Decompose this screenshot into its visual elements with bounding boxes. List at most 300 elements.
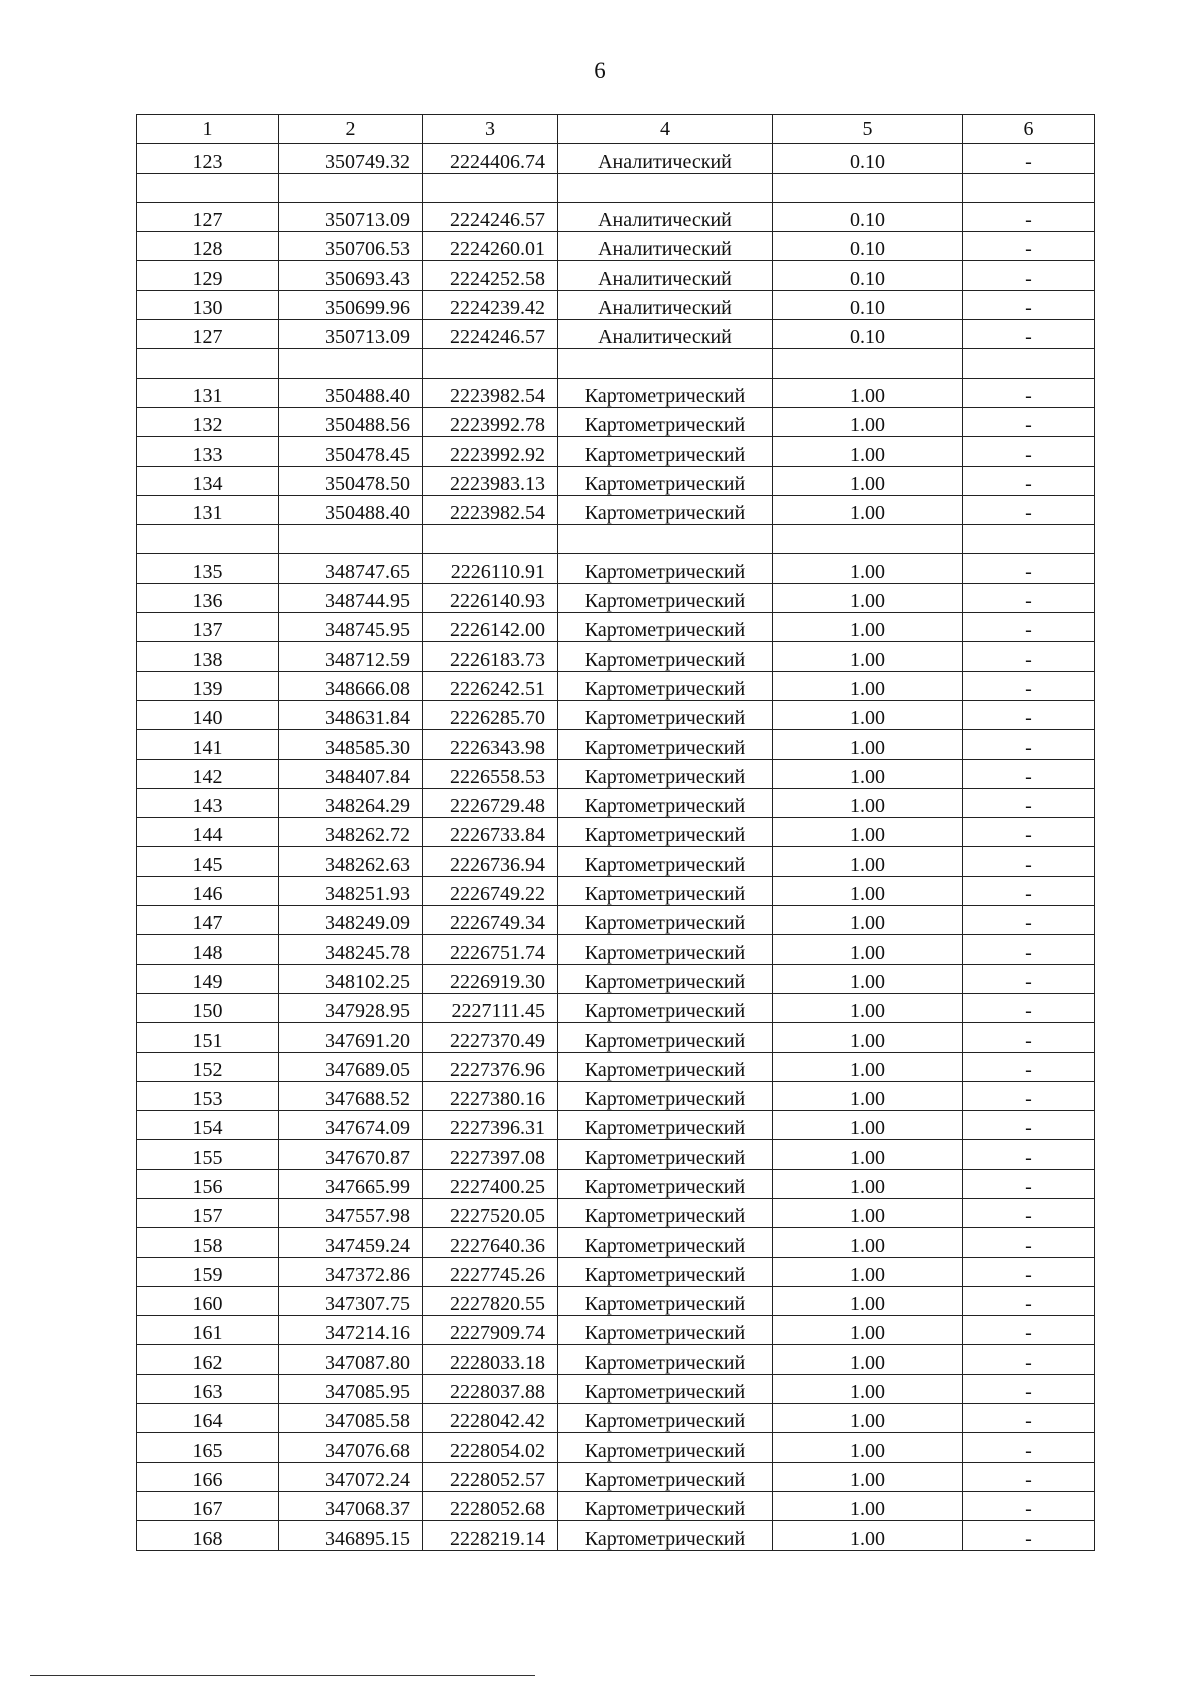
note-cell: -: [963, 1228, 1095, 1257]
x-coordinate-cell: 347557.98: [279, 1198, 423, 1227]
note-cell: -: [963, 642, 1095, 671]
accuracy-cell: 1.00: [773, 730, 963, 759]
point-number-cell: 147: [137, 906, 279, 935]
y-coordinate-cell: 2223983.13: [423, 466, 558, 495]
method-cell: Картометрический: [558, 1169, 773, 1198]
point-number-cell: 146: [137, 876, 279, 905]
x-coordinate-cell: 348249.09: [279, 906, 423, 935]
method-cell: Картометрический: [558, 1257, 773, 1286]
point-number-cell: 164: [137, 1404, 279, 1433]
note-cell: -: [963, 1052, 1095, 1081]
x-coordinate-cell: 347691.20: [279, 1023, 423, 1052]
method-cell: [558, 173, 773, 202]
x-coordinate-cell: 347307.75: [279, 1286, 423, 1315]
x-coordinate-cell: 350488.40: [279, 378, 423, 407]
y-coordinate-cell: 2227380.16: [423, 1081, 558, 1110]
table-header-row: [137, 115, 1095, 144]
note-cell: -: [963, 144, 1095, 173]
table-row: [137, 759, 1095, 788]
x-coordinate-cell: 348631.84: [279, 700, 423, 729]
method-cell: Картометрический: [558, 642, 773, 671]
y-coordinate-cell: 2226183.73: [423, 642, 558, 671]
column-header: 5: [773, 115, 963, 144]
y-coordinate-cell: 2226285.70: [423, 700, 558, 729]
method-cell: Картометрический: [558, 378, 773, 407]
point-number-cell: 151: [137, 1023, 279, 1052]
accuracy-cell: 1.00: [773, 847, 963, 876]
x-coordinate-cell: 350749.32: [279, 144, 423, 173]
x-coordinate-cell: 350488.40: [279, 495, 423, 524]
method-cell: Картометрический: [558, 1286, 773, 1315]
point-number-cell: 123: [137, 144, 279, 173]
x-coordinate-cell: 347459.24: [279, 1228, 423, 1257]
accuracy-cell: 1.00: [773, 1491, 963, 1520]
table-row: [137, 261, 1095, 290]
method-cell: Картометрический: [558, 1521, 773, 1550]
x-coordinate-cell: 350706.53: [279, 232, 423, 261]
table-row: [137, 818, 1095, 847]
point-number-cell: 160: [137, 1286, 279, 1315]
table-row: [137, 1374, 1095, 1403]
accuracy-cell: 1.00: [773, 1521, 963, 1550]
note-cell: [963, 173, 1095, 202]
y-coordinate-cell: 2223992.78: [423, 407, 558, 436]
x-coordinate-cell: 347072.24: [279, 1462, 423, 1491]
x-coordinate-cell: 348251.93: [279, 876, 423, 905]
table-row: [137, 202, 1095, 231]
note-cell: -: [963, 993, 1095, 1022]
method-cell: Картометрический: [558, 759, 773, 788]
accuracy-cell: 1.00: [773, 1257, 963, 1286]
accuracy-cell: 1.00: [773, 964, 963, 993]
method-cell: Картометрический: [558, 583, 773, 612]
x-coordinate-cell: 348102.25: [279, 964, 423, 993]
note-cell: -: [963, 1433, 1095, 1462]
accuracy-cell: 1.00: [773, 1169, 963, 1198]
note-cell: -: [963, 906, 1095, 935]
table-row: [137, 1404, 1095, 1433]
y-coordinate-cell: 2226919.30: [423, 964, 558, 993]
accuracy-cell: 1.00: [773, 1345, 963, 1374]
table-separator-row: [137, 349, 1095, 378]
table-row: [137, 1462, 1095, 1491]
note-cell: -: [963, 1198, 1095, 1227]
method-cell: Аналитический: [558, 320, 773, 349]
table-row: [137, 1169, 1095, 1198]
accuracy-cell: 1.00: [773, 759, 963, 788]
method-cell: Картометрический: [558, 466, 773, 495]
x-coordinate-cell: 346895.15: [279, 1521, 423, 1550]
method-cell: Картометрический: [558, 964, 773, 993]
y-coordinate-cell: 2226242.51: [423, 671, 558, 700]
table-row: [137, 788, 1095, 817]
point-number-cell: 127: [137, 320, 279, 349]
accuracy-cell: 1.00: [773, 1052, 963, 1081]
y-coordinate-cell: 2226749.34: [423, 906, 558, 935]
x-coordinate-cell: 350488.56: [279, 407, 423, 436]
point-number-cell: 168: [137, 1521, 279, 1550]
x-coordinate-cell: 350693.43: [279, 261, 423, 290]
table-row: [137, 583, 1095, 612]
x-coordinate-cell: 348666.08: [279, 671, 423, 700]
method-cell: Картометрический: [558, 1491, 773, 1520]
method-cell: Аналитический: [558, 202, 773, 231]
x-coordinate-cell: 348745.95: [279, 613, 423, 642]
point-number-cell: 128: [137, 232, 279, 261]
note-cell: -: [963, 1140, 1095, 1169]
table-row: [137, 437, 1095, 466]
table-row: [137, 1491, 1095, 1520]
accuracy-cell: 1.00: [773, 1462, 963, 1491]
table-row: [137, 876, 1095, 905]
method-cell: Картометрический: [558, 935, 773, 964]
note-cell: -: [963, 1257, 1095, 1286]
note-cell: -: [963, 202, 1095, 231]
y-coordinate-cell: 2227370.49: [423, 1023, 558, 1052]
note-cell: -: [963, 1286, 1095, 1315]
x-coordinate-cell: [279, 349, 423, 378]
method-cell: Картометрический: [558, 554, 773, 583]
x-coordinate-cell: 347085.95: [279, 1374, 423, 1403]
point-number-cell: 138: [137, 642, 279, 671]
note-cell: -: [963, 1374, 1095, 1403]
note-cell: -: [963, 261, 1095, 290]
table-row: [137, 906, 1095, 935]
y-coordinate-cell: 2224246.57: [423, 320, 558, 349]
accuracy-cell: 1.00: [773, 407, 963, 436]
note-cell: -: [963, 818, 1095, 847]
x-coordinate-cell: 347372.86: [279, 1257, 423, 1286]
x-coordinate-cell: [279, 173, 423, 202]
point-number-cell: 136: [137, 583, 279, 612]
table-separator-row: [137, 173, 1095, 202]
y-coordinate-cell: 2224252.58: [423, 261, 558, 290]
x-coordinate-cell: 347214.16: [279, 1316, 423, 1345]
table-row: [137, 378, 1095, 407]
accuracy-cell: 1.00: [773, 495, 963, 524]
table-row: [137, 1052, 1095, 1081]
method-cell: Картометрический: [558, 876, 773, 905]
y-coordinate-cell: 2227376.96: [423, 1052, 558, 1081]
method-cell: Картометрический: [558, 1198, 773, 1227]
table-row: [137, 290, 1095, 319]
table-row: [137, 1140, 1095, 1169]
method-cell: Картометрический: [558, 1316, 773, 1345]
note-cell: -: [963, 671, 1095, 700]
method-cell: Картометрический: [558, 788, 773, 817]
point-number-cell: 144: [137, 818, 279, 847]
accuracy-cell: 1.00: [773, 935, 963, 964]
table-row: [137, 847, 1095, 876]
point-number-cell: 140: [137, 700, 279, 729]
y-coordinate-cell: 2226558.53: [423, 759, 558, 788]
y-coordinate-cell: [423, 525, 558, 554]
accuracy-cell: 1.00: [773, 554, 963, 583]
accuracy-cell: 1.00: [773, 818, 963, 847]
method-cell: Картометрический: [558, 1052, 773, 1081]
note-cell: -: [963, 437, 1095, 466]
note-cell: [963, 349, 1095, 378]
method-cell: Картометрический: [558, 1140, 773, 1169]
table-row: [137, 1198, 1095, 1227]
x-coordinate-cell: 348262.72: [279, 818, 423, 847]
accuracy-cell: 1.00: [773, 671, 963, 700]
x-coordinate-cell: 347689.05: [279, 1052, 423, 1081]
y-coordinate-cell: 2226110.91: [423, 554, 558, 583]
note-cell: -: [963, 407, 1095, 436]
y-coordinate-cell: 2227111.45: [423, 993, 558, 1022]
table-row: [137, 1433, 1095, 1462]
y-coordinate-cell: 2226733.84: [423, 818, 558, 847]
coordinates-table: [136, 114, 1095, 1551]
point-number-cell: 167: [137, 1491, 279, 1520]
y-coordinate-cell: 2224246.57: [423, 202, 558, 231]
point-number-cell: 158: [137, 1228, 279, 1257]
accuracy-cell: 1.00: [773, 1228, 963, 1257]
method-cell: Картометрический: [558, 906, 773, 935]
table-row: [137, 144, 1095, 173]
y-coordinate-cell: 2223982.54: [423, 495, 558, 524]
y-coordinate-cell: 2228042.42: [423, 1404, 558, 1433]
point-number-cell: 163: [137, 1374, 279, 1403]
accuracy-cell: 0.10: [773, 232, 963, 261]
note-cell: [963, 525, 1095, 554]
x-coordinate-cell: 348712.59: [279, 642, 423, 671]
method-cell: Картометрический: [558, 1374, 773, 1403]
accuracy-cell: 0.10: [773, 290, 963, 319]
point-number-cell: 137: [137, 613, 279, 642]
x-coordinate-cell: 348407.84: [279, 759, 423, 788]
accuracy-cell: 1.00: [773, 1111, 963, 1140]
accuracy-cell: [773, 173, 963, 202]
table-row: [137, 1228, 1095, 1257]
y-coordinate-cell: 2227745.26: [423, 1257, 558, 1286]
table-row: [137, 1257, 1095, 1286]
y-coordinate-cell: 2224260.01: [423, 232, 558, 261]
x-coordinate-cell: 347928.95: [279, 993, 423, 1022]
x-coordinate-cell: [279, 525, 423, 554]
point-number-cell: 131: [137, 378, 279, 407]
x-coordinate-cell: 350478.50: [279, 466, 423, 495]
y-coordinate-cell: 2228052.57: [423, 1462, 558, 1491]
table-row: [137, 1081, 1095, 1110]
method-cell: Картометрический: [558, 495, 773, 524]
x-coordinate-cell: 350478.45: [279, 437, 423, 466]
y-coordinate-cell: 2226142.00: [423, 613, 558, 642]
note-cell: -: [963, 583, 1095, 612]
point-number-cell: 127: [137, 202, 279, 231]
point-number-cell: [137, 349, 279, 378]
y-coordinate-cell: 2226140.93: [423, 583, 558, 612]
x-coordinate-cell: 347665.99: [279, 1169, 423, 1198]
note-cell: -: [963, 1081, 1095, 1110]
accuracy-cell: 1.00: [773, 788, 963, 817]
note-cell: -: [963, 1023, 1095, 1052]
y-coordinate-cell: 2227820.55: [423, 1286, 558, 1315]
table-row: [137, 1023, 1095, 1052]
note-cell: -: [963, 378, 1095, 407]
y-coordinate-cell: 2223992.92: [423, 437, 558, 466]
method-cell: Картометрический: [558, 730, 773, 759]
method-cell: Картометрический: [558, 437, 773, 466]
y-coordinate-cell: 2226751.74: [423, 935, 558, 964]
method-cell: Картометрический: [558, 1404, 773, 1433]
point-number-cell: 142: [137, 759, 279, 788]
accuracy-cell: 1.00: [773, 1081, 963, 1110]
y-coordinate-cell: 2228037.88: [423, 1374, 558, 1403]
method-cell: Картометрический: [558, 700, 773, 729]
point-number-cell: 130: [137, 290, 279, 319]
x-coordinate-cell: 347087.80: [279, 1345, 423, 1374]
point-number-cell: 152: [137, 1052, 279, 1081]
method-cell: Картометрический: [558, 1462, 773, 1491]
method-cell: Картометрический: [558, 993, 773, 1022]
column-header: 6: [963, 115, 1095, 144]
table-row: [137, 466, 1095, 495]
column-header: 1: [137, 115, 279, 144]
accuracy-cell: 1.00: [773, 466, 963, 495]
method-cell: [558, 349, 773, 378]
y-coordinate-cell: 2227520.05: [423, 1198, 558, 1227]
y-coordinate-cell: 2227909.74: [423, 1316, 558, 1345]
note-cell: -: [963, 1169, 1095, 1198]
note-cell: -: [963, 1521, 1095, 1550]
note-cell: -: [963, 759, 1095, 788]
point-number-cell: 129: [137, 261, 279, 290]
table-row: [137, 730, 1095, 759]
table-row: [137, 964, 1095, 993]
table-row: [137, 232, 1095, 261]
note-cell: -: [963, 554, 1095, 583]
x-coordinate-cell: 347076.68: [279, 1433, 423, 1462]
method-cell: Картометрический: [558, 1228, 773, 1257]
point-number-cell: 165: [137, 1433, 279, 1462]
x-coordinate-cell: 350699.96: [279, 290, 423, 319]
x-coordinate-cell: 347085.58: [279, 1404, 423, 1433]
y-coordinate-cell: 2227640.36: [423, 1228, 558, 1257]
y-coordinate-cell: 2223982.54: [423, 378, 558, 407]
accuracy-cell: 1.00: [773, 1023, 963, 1052]
note-cell: -: [963, 613, 1095, 642]
table-separator-row: [137, 525, 1095, 554]
x-coordinate-cell: 348747.65: [279, 554, 423, 583]
accuracy-cell: 1.00: [773, 1198, 963, 1227]
column-header: 4: [558, 115, 773, 144]
column-header: 2: [279, 115, 423, 144]
accuracy-cell: 1.00: [773, 1286, 963, 1315]
note-cell: -: [963, 964, 1095, 993]
accuracy-cell: 1.00: [773, 1404, 963, 1433]
accuracy-cell: 1.00: [773, 993, 963, 1022]
note-cell: -: [963, 1345, 1095, 1374]
x-coordinate-cell: 347674.09: [279, 1111, 423, 1140]
note-cell: -: [963, 1111, 1095, 1140]
table-row: [137, 613, 1095, 642]
accuracy-cell: 1.00: [773, 1374, 963, 1403]
point-number-cell: 141: [137, 730, 279, 759]
page-number: 6: [594, 58, 606, 83]
table-row: [137, 1345, 1095, 1374]
x-coordinate-cell: 347068.37: [279, 1491, 423, 1520]
method-cell: Картометрический: [558, 613, 773, 642]
y-coordinate-cell: 2226729.48: [423, 788, 558, 817]
note-cell: -: [963, 495, 1095, 524]
accuracy-cell: 1.00: [773, 1433, 963, 1462]
note-cell: -: [963, 1462, 1095, 1491]
x-coordinate-cell: 348744.95: [279, 583, 423, 612]
point-number-cell: 145: [137, 847, 279, 876]
method-cell: Картометрический: [558, 1345, 773, 1374]
y-coordinate-cell: 2226736.94: [423, 847, 558, 876]
accuracy-cell: 1.00: [773, 906, 963, 935]
y-coordinate-cell: 2226749.22: [423, 876, 558, 905]
table-row: [137, 671, 1095, 700]
y-coordinate-cell: 2228033.18: [423, 1345, 558, 1374]
point-number-cell: 154: [137, 1111, 279, 1140]
y-coordinate-cell: 2227396.31: [423, 1111, 558, 1140]
note-cell: -: [963, 847, 1095, 876]
y-coordinate-cell: 2224239.42: [423, 290, 558, 319]
y-coordinate-cell: 2228219.14: [423, 1521, 558, 1550]
y-coordinate-cell: 2227397.08: [423, 1140, 558, 1169]
note-cell: -: [963, 466, 1095, 495]
note-cell: -: [963, 1491, 1095, 1520]
note-cell: -: [963, 290, 1095, 319]
note-cell: -: [963, 232, 1095, 261]
method-cell: Аналитический: [558, 144, 773, 173]
note-cell: -: [963, 730, 1095, 759]
point-number-cell: 150: [137, 993, 279, 1022]
x-coordinate-cell: 348262.63: [279, 847, 423, 876]
x-coordinate-cell: 350713.09: [279, 320, 423, 349]
table-row: [137, 1111, 1095, 1140]
method-cell: Картометрический: [558, 407, 773, 436]
table-row: [137, 320, 1095, 349]
y-coordinate-cell: [423, 173, 558, 202]
accuracy-cell: 1.00: [773, 583, 963, 612]
point-number-cell: [137, 525, 279, 554]
accuracy-cell: 0.10: [773, 144, 963, 173]
table-row: [137, 554, 1095, 583]
point-number-cell: 134: [137, 466, 279, 495]
accuracy-cell: 1.00: [773, 700, 963, 729]
note-cell: -: [963, 876, 1095, 905]
accuracy-cell: 1.00: [773, 642, 963, 671]
y-coordinate-cell: 2228052.68: [423, 1491, 558, 1520]
method-cell: Картометрический: [558, 1111, 773, 1140]
point-number-cell: 161: [137, 1316, 279, 1345]
method-cell: Аналитический: [558, 232, 773, 261]
table-row: [137, 1316, 1095, 1345]
method-cell: Картометрический: [558, 818, 773, 847]
accuracy-cell: 1.00: [773, 1140, 963, 1169]
x-coordinate-cell: 350713.09: [279, 202, 423, 231]
table-row: [137, 407, 1095, 436]
method-cell: Картометрический: [558, 847, 773, 876]
note-cell: -: [963, 788, 1095, 817]
y-coordinate-cell: [423, 349, 558, 378]
table-row: [137, 1286, 1095, 1315]
accuracy-cell: 1.00: [773, 1316, 963, 1345]
x-coordinate-cell: 347670.87: [279, 1140, 423, 1169]
point-number-cell: 139: [137, 671, 279, 700]
accuracy-cell: 1.00: [773, 378, 963, 407]
method-cell: Картометрический: [558, 1081, 773, 1110]
accuracy-cell: 1.00: [773, 613, 963, 642]
point-number-cell: 143: [137, 788, 279, 817]
point-number-cell: 159: [137, 1257, 279, 1286]
point-number-cell: 149: [137, 964, 279, 993]
